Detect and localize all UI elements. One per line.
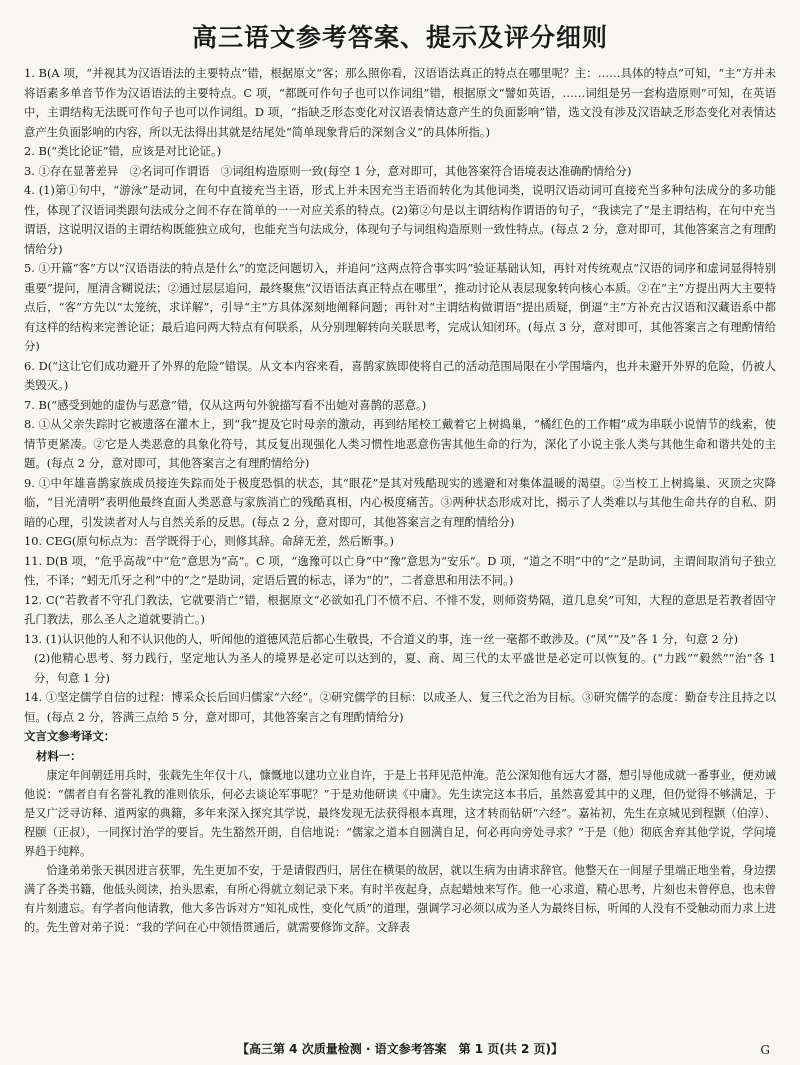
page-title: 高三语文参考答案、提示及评分细则 [191,23,608,52]
answer-item: 11. D(B 项，“危乎高哉”中“危”意思为“高”。C 项，“逸豫可以亡身”中“豫”意思为“安乐”。D 项，“道之不明”中的“之”是助词，主谓间取消句子独立性，不译；“蚓无爪牙之利”中的“之”是助词，定语后置的标志，译为“的”，二者意思和用法不同。) [24,553,776,587]
page-footer: 【高三第 4 次质量检测 · 语文参考答案 第 1 页(共 2 页)】 [237,1042,563,1056]
answer-item: 5. ①开篇“客”方以“汉语语法的特点是什么”的宽泛问题切入，并追问“这两点符合事实吗”验证基础认知，再针对传统观点“汉语的词序和虚词显得特别重要”提问，厘清含糊说法；②通过层层追问，最终聚焦“汉语语法真正特点在哪里”，推动讨论从表层现象转向核心本质。②在“主”方提出两大主要特点后，“客”方先以“太笼统，求详解”，引导“主”方具体深刻地阐释问题；再针对“主谓结构做谓语”提出质疑，倒逼“主”方补充古汉语和汉藏语系中都有这样的结构来完善论证；最后追问两大特点有何联系，从分别理解转向关联思考，完成认知闭环。(每点 3 分，意对即可，其他答案言之有理酌情给分) [24,261,776,353]
answer-item: 1. B(A 项，“并视其为汉语语法的主要特点”错，根据原文“客；那么照你看，汉语语法真正的特点在哪里呢？主：……具体的特点”可知，“主”方并未将语素多单音节作为汉语语法的主要特点。C 项，“都既可作句子也可以作词组”错，根据原文“譬如英语，……词组是另一套构造原则”可知，在英语中，主谓结构无法既可作句子也可以作词组。D 项，“指缺乏形态变化对汉语表情达意产生的负面影响”错，选文没有涉及汉语缺乏形态变化对表情达意产生负面影响的内容，所以无法得出其就是结尾处“简单现象背后的深刻含义”的具体所指。) [24,66,776,139]
answer-item: 14. ①坚定儒学自信的过程：博采众长后回归儒家“六经”。②研究儒学的目标：以成圣人、复三代之治为目标。③研究儒学的态度：勤奋专注且持之以恒。(每点 2 分，答满三点给 5 分，意对即可，其他答案言之有理酌情给分) [24,690,776,724]
answer-item: 2. B(“类比论证”错，应该是对比论证。) [24,144,222,158]
material-heading: 材料一： [36,748,82,763]
answer-subitem: (2)他精心思考、努力践行，坚定地认为圣人的境界是必定可以达到的，夏、商、周三代的太平盛世是必定可以恢复的。(“力践”“毅然”“治”各 1 分，句意 1 分) [34,651,776,685]
answer-item: 6. D(“这让它们成功避开了外界的危险”错误。从文本内容来看，喜鹊家族即使将自己的活动范围局限在小学围墙内，也并未避开外界的危险，仍被人类毁灭。) [24,358,776,392]
answer-item: 9. ①中年雄喜鹊家族成员接连失踪而处于极度恐惧的状态，其“眼花”是其对残酷现实的逃避和对集体温暖的渴望。②当校工上树捣巢、灭顶之灾降临，“目光清明”表明他最终直面人类恶意与家族消亡的残酷真相，内心极度痛苦。③两种状态形成对比，揭示了人类难以与其他生命共存的自私、阴暗的心理，引发读者对人与自然关系的反思。(每点 2 分，意对即可，其他答案言之有理酌情给分) [24,475,776,529]
translation-paragraph: 康定年间朝廷用兵时，张载先生年仅十八，慷慨地以建功立业自许，于是上书拜见范仲淹。范公深知他有远大才器，想引导他成就一番事业，便劝诫他说：“儒者自有名誉礼教的准则依乐，何必去谈论军事呢？”于是劝他研读《中庸》。先生读完这本书后，虽然喜爱其中的义理，但仍觉得不够满足，于是又广泛寻访释、道两家的典籍，多年来深入探究其学说，最终发现无法获得根本真理，这才转而钻研“六经”。嘉祐初，先生在京城见到程颢（伯淳）、程颐（正叔），一同探讨治学的要旨。先生豁然开朗，自信地说：“儒家之道本自圆满自足，何必再向旁处寻求？”于是（他）彻底舍弃其他学说，学问境界趋于纯粹。 [24,769,776,858]
footer-code: G [760,1043,770,1057]
answer-item: 12. C(“若教者不守孔门教法，它就要消亡”错，根据原文“必欲如孔门不愤不启、不悱不发，则师资势隔，道几息矣”可知，大程的意思是若教者固守孔门教法，那么圣人之道就要消亡。) [24,592,776,626]
answer-item: 3. ①存在显著差异 ②名词可作谓语 ③词组构造原则一致(每空 1 分，意对即可，其他答案符合语境表达准确酌情给分) [24,163,632,178]
answer-item: 13. (1)认识他的人和不认识他的人，听闻他的道德风范后都心生敬畏，不合道义的事，连一丝一毫都不敢涉及。(“凤”“及”各 1 分，句意 2 分) [24,631,739,646]
answer-item: 7. B(“感受到她的虚伪与恶意”错，仅从这两句外貌描写看不出她对喜鹊的恶意。) [24,397,427,412]
translation-heading: 文言文参考译文： [24,729,116,743]
answer-item: 4. (1)第①句中，“游泳”是动词，在句中直接充当主语，形式上并未因充当主语而转化为其他词类，说明汉语动词可直接充当多种句法成分的多功能性，体现了汉语词类跟句法成分之间不存在简单的一一对应关系的特点。(2)第②句是以主谓结构作谓语的句子，“我读完了”是主谓结构，在句中充当谓语，这说明汉语的主谓结构既能独立成句，也能充当句法成分，体现句子与词组构造原则一致性特点。(每点 2 分，意对即可，其他答案言之有理酌情给分) [24,183,776,256]
answer-item: 8. ①从父亲失踪时它被遗落在灌木上，到“我”提及它时母亲的激动，再到结尾校工戴着它上树捣巢，“橘红色的工作帽”成为串联小说情节的线索，使情节更紧凑。②它是人类恶意的具象化符号，其反复出现强化人类习惯性地恶意伤害其他生命的行为，深化了小说主张人类与其他生命和谐共处的主题。(每点 2 分，意对即可，其他答案言之有理酌情给分) [24,417,776,470]
translation-paragraph: 恰逢弟弟张天祺因进言获罪，先生更加不安，于是请假西归，居住在横渠的故居，就以生病为由请求辞官。他整天在一间屋子里端正地坐着，身边摆满了各类书籍，他低头阅读，抬头思索，有所心得就立刻记录下来。有时半夜起身，点起蜡烛来写作。他一心求道，精心思考，片刻也未曾停息，也未曾有片刻遗忘。有学者向他请教，他大多告诉对方“知礼成性，变化气质”的道理，强调学习必须以成为圣人为最终目标，听闻的人没有不受触动而力求上进的。先生曾对弟子说：“我的学问在心中领悟贯通后，就需要修饰文辞。文辞表 [24,864,776,934]
answer-item: 10. CEG(原句标点为：吾学既得于心，则修其辞。命辞无差，然后断事。) [24,534,394,548]
answer-content [24,64,776,937]
